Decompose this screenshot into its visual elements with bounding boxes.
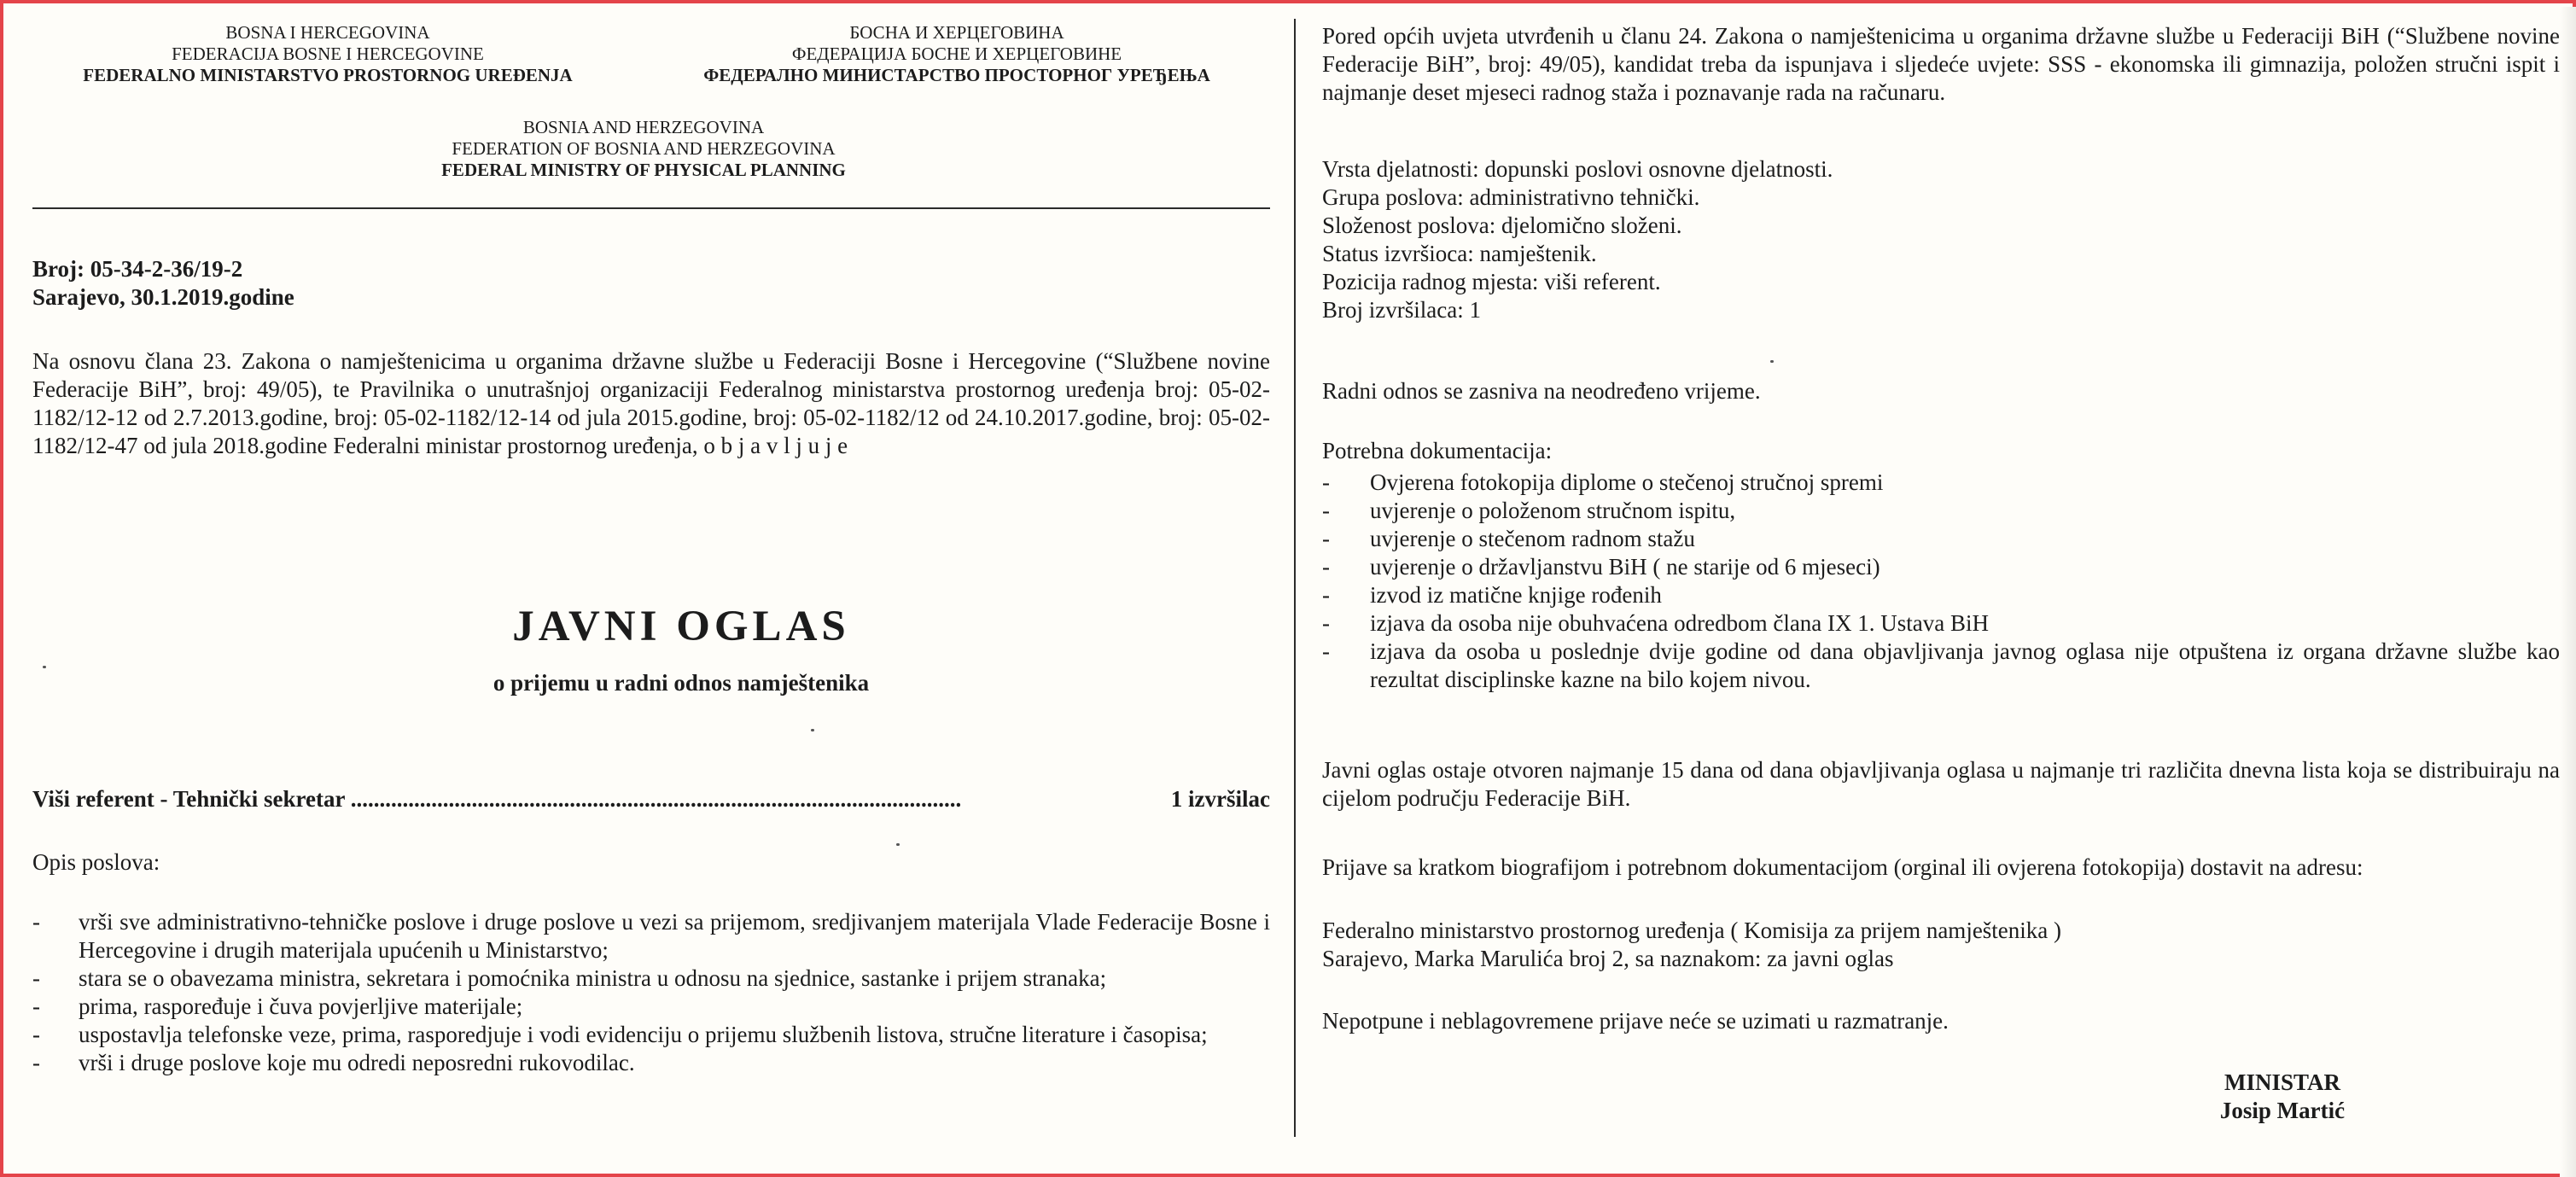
duty-text: vrši sve administrativno-tehničke poslove i druge poslove u vezi sa prijemom, sredjivanjem materijala Vlade Federacije Bosne i Hercegovine i drugih materijala upućenih u Ministarstvo; bbox=[79, 909, 1270, 963]
position-detail-line: Grupa poslova: administrativno tehnički. bbox=[1322, 184, 1700, 210]
list-item bbox=[1322, 638, 2560, 694]
print-speck bbox=[811, 729, 814, 731]
list-item bbox=[1322, 525, 2560, 553]
duty-text: uspostavlja telefonske veze, prima, rasporedjuje i vodi evidenciju o prijemu službenih listova, stručne literature i časopisa; bbox=[79, 1022, 1208, 1047]
duty-text: stara se o obavezama ministra, sekretara i pomoćnika ministra u odnosu na sjednice, sastanke i prijem stranaka; bbox=[79, 965, 1107, 991]
column-divider bbox=[1294, 19, 1296, 1137]
print-speck bbox=[43, 666, 46, 668]
position-detail-line: Složenost poslova: djelomično složeni. bbox=[1322, 213, 1682, 238]
header-country-english: BOSNIA AND HERZEGOVINA bbox=[522, 117, 765, 137]
list-dash: - bbox=[1322, 610, 1330, 636]
header-federation-cyrillic: ФЕДЕРАЦИЈА БОСНЕ И ХЕРЦЕГОВИНЕ bbox=[791, 44, 1122, 64]
list-dash: - bbox=[1322, 582, 1330, 608]
incomplete-notice: Nepotpune i neblagovremene prijave neće se uzimati u razmatranje. bbox=[1322, 1008, 1949, 1034]
header-rule bbox=[32, 207, 1270, 209]
document-text: izjava da osoba nije obuhvaćena odredbom člana IX 1. Ustava BiH bbox=[1370, 610, 1990, 636]
submission-paragraph: Prijave sa kratkom biografijom i potrebnom dokumentacijom (orginal ili ovjerena fotokopija) dostavit na adresu: bbox=[1322, 854, 2363, 880]
list-item bbox=[1322, 469, 2560, 497]
document-text: uvjerenje o stečenom radnom stažu bbox=[1370, 526, 1695, 551]
job-position-count: 1 izvršilac bbox=[1170, 786, 1270, 812]
position-detail-line: Pozicija radnog mjesta: viši referent. bbox=[1322, 269, 1661, 294]
document-text: izjava da osoba u poslednje dvije godine od dana objavljivanja javnog oglasa nije otpuštena iz organa državne službe kao rezultat disciplinske kazne na bilo kojem nivou. bbox=[1370, 638, 2560, 692]
address-block bbox=[1322, 917, 2560, 973]
documents-heading: Potrebna dokumentacija: bbox=[1322, 438, 1553, 463]
job-position-line bbox=[32, 785, 1270, 813]
duty-text: vrši i druge poslove koje mu odredi neposredni rukovodilac. bbox=[79, 1050, 635, 1075]
list-dash: - bbox=[1322, 526, 1330, 551]
position-detail-line: Broj izvršilaca: 1 bbox=[1322, 297, 1481, 323]
header-ministry-english: FEDERAL MINISTRY OF PHYSICAL PLANNING bbox=[441, 160, 846, 180]
duties-heading: Opis poslova: bbox=[32, 849, 160, 875]
list-item bbox=[32, 908, 1270, 964]
list-item bbox=[1322, 609, 2560, 638]
header-federation-latin: FEDERACIJA BOSNE I HERCEGOVINE bbox=[172, 44, 484, 64]
list-dash: - bbox=[32, 993, 40, 1019]
header-federation-english: FEDERATION OF BOSNIA AND HERZEGOVINA bbox=[452, 138, 836, 159]
header-latin bbox=[19, 22, 637, 86]
position-details bbox=[1322, 155, 2560, 324]
job-position-title: Viši referent - Tehnički sekretar bbox=[32, 786, 345, 812]
header-country-latin: BOSNA I HERCEGOVINA bbox=[225, 22, 430, 43]
header-cyrillic bbox=[637, 22, 1277, 86]
list-item bbox=[32, 1049, 1270, 1077]
page-subtitle: o prijemu u radni odnos namještenika bbox=[492, 670, 870, 696]
list-dash: - bbox=[1322, 554, 1330, 580]
list-item bbox=[1322, 581, 2560, 609]
list-item bbox=[32, 964, 1270, 993]
document-text: uvjerenje o položenom stručnom ispitu, bbox=[1370, 498, 1736, 523]
document-text: izvod iz matične knjige rođenih bbox=[1370, 582, 1662, 608]
list-item bbox=[1322, 497, 2560, 525]
job-position-lead bbox=[32, 785, 1270, 813]
list-dash: - bbox=[32, 1022, 40, 1047]
list-dash: - bbox=[32, 965, 40, 991]
header-ministry-latin: FEDERALNO MINISTARSTVO PROSTORNOG UREĐENJA bbox=[83, 65, 573, 85]
list-item bbox=[32, 1021, 1270, 1049]
documents-list bbox=[1322, 469, 2560, 694]
page-edge-shadow bbox=[2560, 7, 2576, 1177]
address-line: Federalno ministarstvo prostornog uređenja ( Komisija za prijem namještenika ) bbox=[1322, 918, 2062, 943]
signature-block bbox=[2154, 1069, 2410, 1125]
employment-type: Radni odnos se zasniva na neodređeno vrijeme. bbox=[1322, 378, 1761, 404]
header-english bbox=[259, 117, 1028, 181]
job-position-dot-leader: .......................................................................................................... bbox=[344, 786, 962, 812]
signature-title: MINISTAR bbox=[2223, 1069, 2340, 1095]
job-count-box bbox=[1104, 785, 1270, 813]
header-country-cyrillic: БОСНА И ХЕРЦЕГОВИНА bbox=[849, 22, 1064, 43]
preamble-paragraph: Na osnovu člana 23. Zakona o namještenicima u organima državne službe u Federaciji Bosne i Hercegovine (“Službene novine Federacije BiH”, broj: 49/05), te Pravilnika o unutrašnjoj organizaciji Federalnog ministarstva prostornog uređenja broj: 05-02-1182/12-12 od 2.7.2013.godine, broj: 05-02-1182/12-14 od jula 2015.godine, broj: 05-02-1182/12 od 24.10.2017.godine, broj: 05-02-1182/12-47 od jula 2018.godine Federalni ministar prostornog uređenja, o b j a v l j u j e bbox=[32, 348, 1270, 458]
reference-number: Broj: 05-34-2-36/19-2 bbox=[32, 256, 243, 282]
open-period-paragraph: Javni oglas ostaje otvoren najmanje 15 dana od dana objavljivanja oglasa u najmanje tri različita dnevna lista koja se distribuiraju na cijelom području Federacije BiH. bbox=[1322, 757, 2560, 811]
conditions-paragraph: Pored općih uvjeta utvrđenih u članu 24. Zakona o namještenicima u organima državne službe u Federaciji BiH (“Službene novine Federacije BiH”, broj: 49/05), kandidat treba da ispunjava i sljedeće uvjete: SSS - ekonomska ili gimnazija, položen stručni ispit i najmanje deset mjeseci radnog staža i poznavanje rada na računaru. bbox=[1322, 23, 2560, 105]
list-dash: - bbox=[1322, 638, 1330, 664]
position-detail-line: Vrsta djelatnosti: dopunski poslovi osnovne djelatnosti. bbox=[1322, 156, 1833, 182]
print-speck bbox=[896, 843, 900, 846]
address-line: Sarajevo, Marka Marulića broj 2, sa naznakom: za javni oglas bbox=[1322, 946, 1894, 971]
document-text: uvjerenje o državljanstvu BiH ( ne starije od 6 mjeseci) bbox=[1370, 554, 1880, 580]
list-item bbox=[32, 993, 1270, 1021]
position-detail-line: Status izvršioca: namještenik. bbox=[1322, 241, 1597, 266]
duties-list bbox=[32, 908, 1270, 1077]
header-ministry-cyrillic: ФЕДЕРАЛНО МИНИСТАРСТВО ПРОСТОРНОГ УРЕЂЕЊА bbox=[703, 65, 1210, 85]
duty-text: prima, raspoređuje i čuva povjerljive materijale; bbox=[79, 993, 523, 1019]
document-text: Ovjerena fotokopija diplome o stečenoj stručnoj spremi bbox=[1370, 469, 1884, 495]
reference-block bbox=[32, 255, 1270, 312]
list-dash: - bbox=[32, 1050, 40, 1075]
list-item bbox=[1322, 553, 2560, 581]
reference-place-date: Sarajevo, 30.1.2019.godine bbox=[32, 284, 294, 310]
list-dash: - bbox=[32, 909, 40, 935]
list-dash: - bbox=[1322, 469, 1330, 495]
signature-name: Josip Martić bbox=[2219, 1098, 2346, 1123]
print-speck bbox=[1770, 360, 1774, 363]
list-dash: - bbox=[1322, 498, 1330, 523]
page-title: JAVNI OGLAS bbox=[512, 603, 850, 650]
